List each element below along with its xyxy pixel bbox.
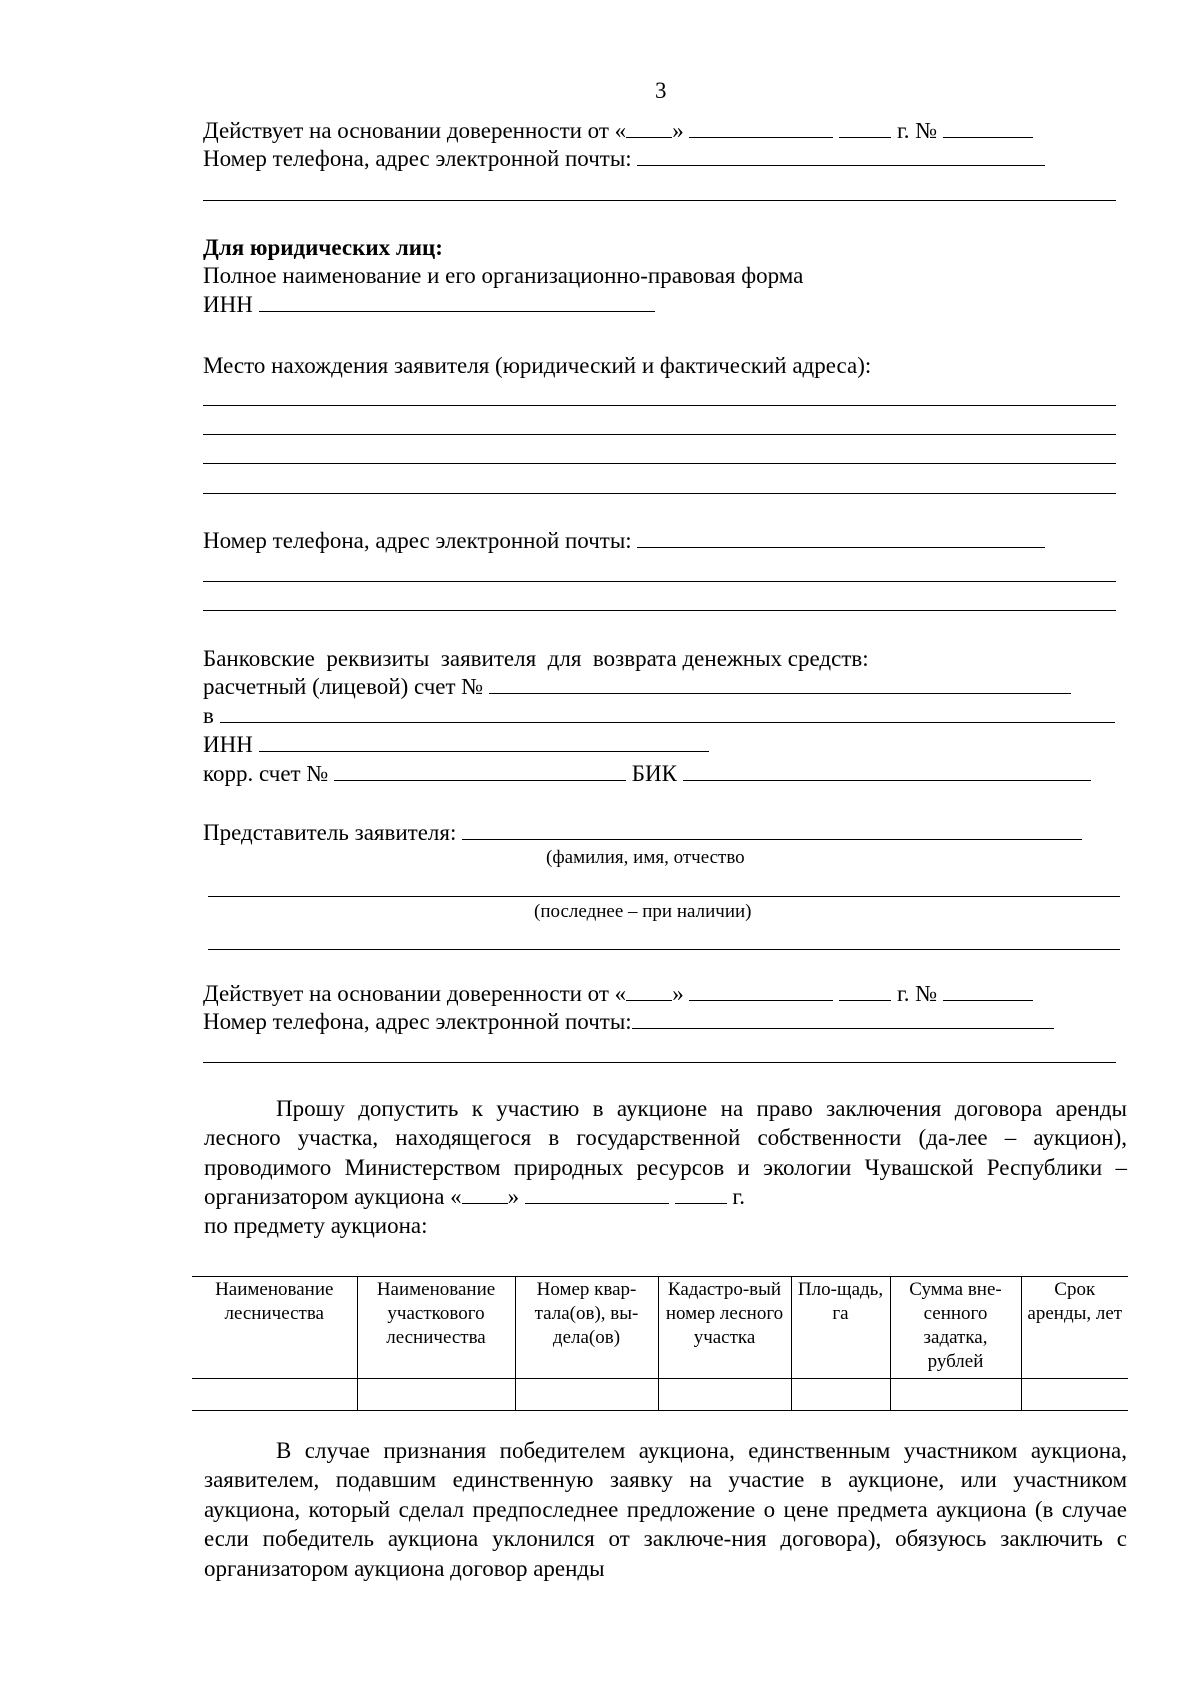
- proxy-year-field[interactable]: [839, 117, 891, 138]
- proxy-day-field[interactable]: [626, 117, 672, 138]
- representative-label: Представитель заявителя:: [203, 820, 457, 845]
- location-line-1[interactable]: [203, 405, 1116, 406]
- proxy-quote-bottom: »: [672, 981, 684, 1006]
- proxy-line-bottom: [203, 980, 1033, 1008]
- proxy-month-field-bottom[interactable]: [689, 980, 833, 1001]
- request-paragraph: [204, 1094, 1127, 1212]
- phone-legal-line-2[interactable]: [203, 581, 1116, 582]
- cell-quarter[interactable]: [515, 1379, 658, 1411]
- corr-line: [203, 760, 1091, 788]
- full-name-label: Полное наименование и его организационно-правовая форма: [203, 263, 804, 288]
- location-line-3[interactable]: [203, 463, 1116, 464]
- table-header-row: [192, 1277, 1128, 1379]
- phone-line-legal: [203, 527, 1045, 555]
- header-district-forestry: Наименование участкового лесничества: [357, 1277, 515, 1379]
- bank-line: [203, 702, 1115, 730]
- header-cadastral: Кадастро-вый номер лесного участка: [658, 1277, 791, 1379]
- lot-table: [192, 1276, 1128, 1411]
- auction-quote: »: [507, 1184, 520, 1210]
- phone-legal-line-3[interactable]: [203, 610, 1116, 611]
- proxy-quote: »: [672, 118, 684, 143]
- location-line-4[interactable]: [203, 493, 1116, 494]
- account-field[interactable]: [489, 673, 1071, 694]
- phone-extra-line[interactable]: [203, 200, 1116, 201]
- bik-label: БИК: [631, 761, 677, 786]
- proxy-day-field-bottom[interactable]: [626, 980, 672, 1001]
- inn-line: [203, 291, 655, 319]
- inn-field[interactable]: [259, 291, 655, 312]
- account-label: расчетный (лицевой) счет №: [203, 674, 484, 699]
- cell-term[interactable]: [1021, 1379, 1128, 1411]
- proxy-label: Действует на основании доверенности от «: [203, 118, 627, 143]
- location-label: Место нахождения заявителя (юридический и фактический адреса):: [203, 353, 872, 378]
- page-number: 3: [655, 78, 667, 103]
- representative-line-2[interactable]: [208, 896, 1120, 897]
- proxy-month-field[interactable]: [689, 117, 833, 138]
- header-term: Срок аренды, лет: [1021, 1277, 1128, 1379]
- header-area: Пло-щадь, га: [791, 1277, 890, 1379]
- table-row: [192, 1379, 1128, 1411]
- proxy-number-field[interactable]: [943, 117, 1033, 138]
- phone-label: Номер телефона, адрес электронной почты:: [203, 146, 632, 171]
- cell-area[interactable]: [791, 1379, 890, 1411]
- cell-forestry[interactable]: [192, 1379, 357, 1411]
- phone-line-bottom: [203, 1008, 1054, 1036]
- header-forestry: Наименование лесничества: [192, 1277, 357, 1379]
- cell-district-forestry[interactable]: [357, 1379, 515, 1411]
- representative-line: [203, 819, 1082, 847]
- phone-label-legal: Номер телефона, адрес электронной почты:: [203, 528, 632, 553]
- proxy-number-field-bottom[interactable]: [943, 980, 1033, 1001]
- bik-field[interactable]: [683, 760, 1091, 781]
- representative-line-3[interactable]: [208, 949, 1120, 950]
- bank-inn-line: [203, 731, 709, 759]
- header-quarter: Номер квар-тала(ов), вы-дела(ов): [515, 1277, 658, 1379]
- bank-name-field[interactable]: [220, 702, 1115, 723]
- legal-entities-heading: Для юридических лиц:: [203, 235, 443, 260]
- phone-email-field-bottom[interactable]: [632, 1008, 1054, 1029]
- bank-inn-label: ИНН: [203, 732, 253, 757]
- auction-year-field[interactable]: [675, 1183, 727, 1204]
- phone-email-field-legal[interactable]: [637, 527, 1045, 548]
- proxy-line-top: [203, 117, 1033, 145]
- bank-inn-field[interactable]: [259, 731, 709, 752]
- phone-email-field[interactable]: [637, 145, 1045, 166]
- inn-label: ИНН: [203, 292, 253, 317]
- corr-account-field[interactable]: [334, 760, 626, 781]
- proxy-label-bottom: Действует на основании доверенности от «: [203, 981, 627, 1006]
- phone-label-bottom: Номер телефона, адрес электронной почты:: [203, 1009, 632, 1034]
- request-text: Прошу допустить к участию в аукционе на право заключения договора аренды лесного участка, находящегося в государственной собственности (да-лее – аукцион), проводимого Министерством природных ресурсов и экологии Чувашской Республики – организатором аукциона «: [204, 1096, 1127, 1210]
- cell-cadastral[interactable]: [658, 1379, 791, 1411]
- auction-day-field[interactable]: [462, 1183, 508, 1204]
- proxy-year-label-bottom: г. №: [896, 981, 938, 1006]
- auction-month-field[interactable]: [525, 1183, 669, 1204]
- account-line: [203, 673, 1071, 701]
- proxy-year-field-bottom[interactable]: [839, 980, 891, 1001]
- cell-deposit[interactable]: [890, 1379, 1021, 1411]
- representative-hint-2: (последнее – при наличии): [534, 901, 752, 922]
- bank-label: в: [203, 703, 214, 728]
- winner-paragraph: В случае признания победителем аукциона, единственным участником аукциона, заявителем, подавшим единственную заявку на участие в аукционе, или участником аукциона, который сделал предпоследнее предложение о цене предмета аукциона (в случае если победитель аукциона уклонился от заключе-ния договора), обязуюсь заключить с организатором аукциона договор аренды: [204, 1438, 1127, 1581]
- auction-year-label: г.: [732, 1184, 746, 1210]
- location-line-2[interactable]: [203, 434, 1116, 435]
- request-last-line: по предмету аукциона:: [204, 1213, 428, 1238]
- phone-bottom-line-2[interactable]: [203, 1062, 1116, 1063]
- corr-label: корр. счет №: [203, 761, 329, 786]
- phone-line-top: [203, 145, 1045, 173]
- header-deposit: Сумма вне-сенного задатка, рублей: [890, 1277, 1021, 1379]
- representative-hint-1: (фамилия, имя, отчество: [546, 847, 745, 868]
- representative-field[interactable]: [462, 819, 1082, 840]
- bank-title: Банковские реквизиты заявителя для возврата денежных средств:: [203, 646, 869, 671]
- proxy-year-label: г. №: [896, 118, 938, 143]
